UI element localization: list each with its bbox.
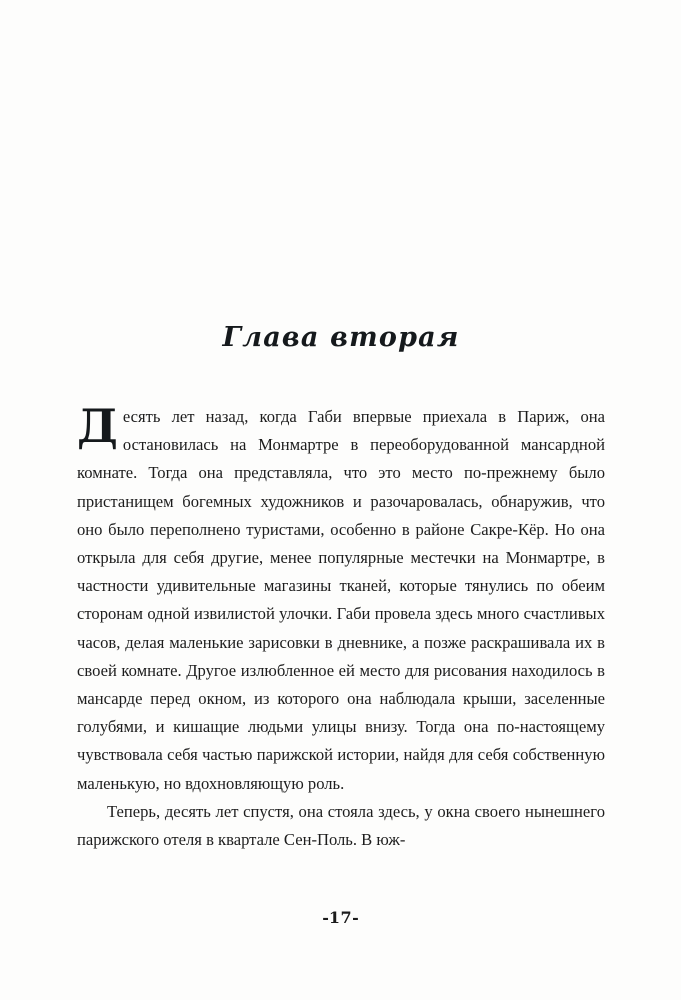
folio-number: 17 bbox=[328, 908, 353, 927]
paragraph-1-text: есять лет назад, когда Габи впервые приехала в Париж, она остановилась на Монмартре в переоборудованной мансардной комнате. Тогда она представляла, что это место по-прежнему было пристанищем богемных художников и разочаровалась, обнаружив, что оно было переполнено туристами, особенно в районе Сакре-Кёр. Но она открыла для себя другие, менее популярные местечки на Монмартре, в частности удивительные магазины тканей, которые тянулись по обеим сторонам одной извилистой улочки. Габи провела здесь много счастливых часов, делая маленькие зарисовки в дневнике, а позже раскрашивала их в своей комнате. Другое излюбленное ей место для рисования находилось в мансарде перед окном, из которого она наблюдала крыши, заселенные голубями, и кишащие людьми улицы внизу. Тогда она по-настоящему чувствовала себя частью парижской истории, найдя для себя собственную маленькую, но вдохновляющую роль. bbox=[77, 407, 605, 793]
paragraph-2 bbox=[77, 798, 605, 854]
page-number bbox=[0, 908, 681, 927]
body-text bbox=[77, 399, 605, 854]
paragraph-2-text: Теперь, десять лет спустя, она стояла здесь, у окна своего нынешнего парижского отеля в квартале Сен-Поль. В юж- bbox=[77, 801, 605, 850]
chapter-title: Глава вторая bbox=[222, 322, 460, 353]
drop-cap: Д bbox=[77, 399, 118, 453]
folio-suffix: - bbox=[352, 908, 359, 927]
paragraph-1 bbox=[77, 399, 605, 798]
folio-prefix: - bbox=[322, 908, 329, 927]
text-column bbox=[77, 0, 605, 854]
